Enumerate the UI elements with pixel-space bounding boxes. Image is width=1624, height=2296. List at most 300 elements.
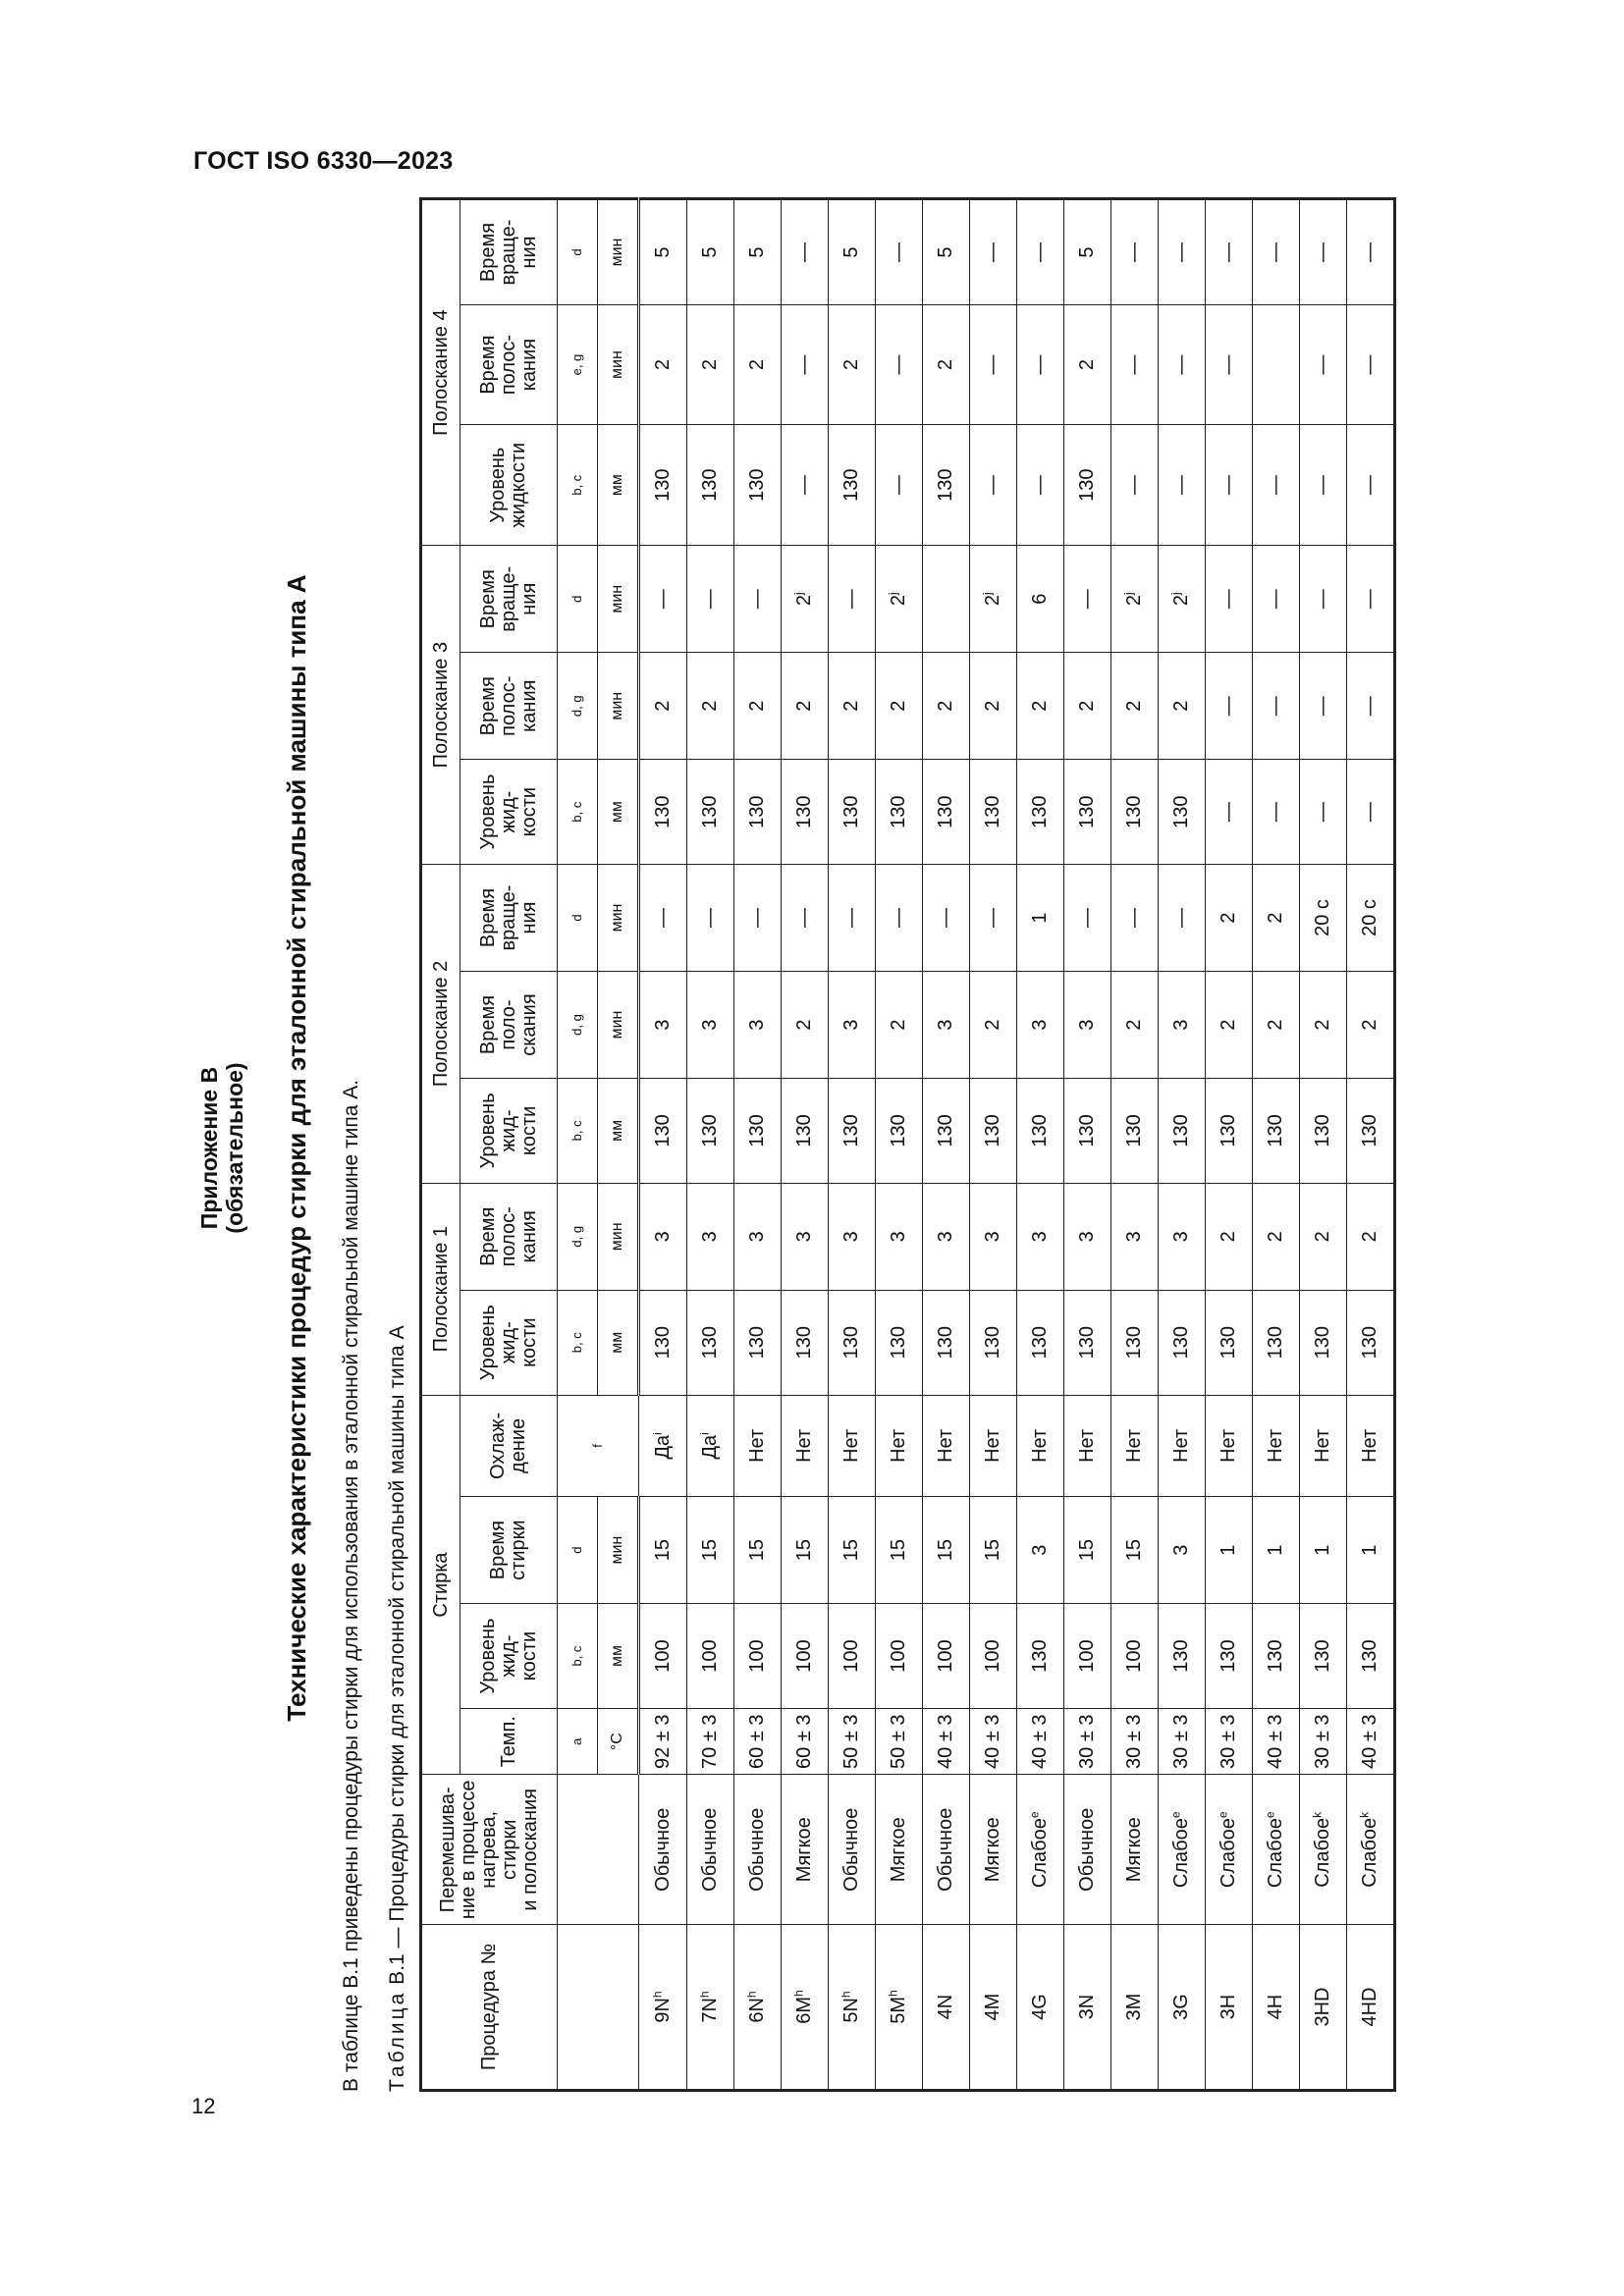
cell-wash-level-value: 100	[652, 1639, 674, 1673]
cell-r4-level-value: —	[1029, 475, 1051, 496]
cell-r3-level-value: 130	[935, 795, 956, 828]
cell-r2-level	[1111, 1079, 1159, 1184]
cell-wash-level-value: 130	[1265, 1639, 1286, 1673]
cell-agitation	[1300, 1775, 1347, 1925]
cell-procedure-footnote: h	[839, 1991, 853, 1999]
cell-agitation	[829, 1775, 876, 1925]
cell-agitation	[1253, 1775, 1300, 1925]
cell-r2-level-value: 130	[746, 1114, 768, 1148]
cell-r2-level	[1206, 1079, 1253, 1184]
cell-r2-level-value: 130	[1029, 1114, 1051, 1148]
cell-r3-level-value: 130	[793, 795, 815, 828]
header-line: Время	[476, 222, 499, 283]
cell-r4-level-value: 130	[652, 468, 674, 502]
cell-procedure	[639, 1925, 687, 2091]
cell-temp	[1064, 1708, 1111, 1775]
cell-r1-level-value: 130	[1170, 1326, 1192, 1360]
cell-r3-level-value: —	[1359, 802, 1380, 823]
cell-cooling-value: Нет	[935, 1428, 956, 1463]
note-r3-spin: d	[558, 546, 598, 653]
table-row	[970, 199, 1017, 2091]
header-line: Время	[476, 569, 499, 629]
cell-procedure-value: 9N	[651, 1998, 674, 2023]
cell-r2-spin	[782, 865, 829, 972]
cell-procedure	[1111, 1925, 1159, 2091]
header-wash-level	[460, 1604, 558, 1709]
cell-r1-level-value: 130	[1123, 1326, 1145, 1360]
cell-r3-time	[1111, 653, 1159, 760]
cell-r3-time	[1206, 653, 1253, 760]
cell-r4-level	[734, 425, 782, 546]
cell-cooling	[923, 1395, 970, 1497]
table-row	[876, 199, 923, 2091]
header-r4-spin	[460, 199, 558, 305]
cell-r4-level	[1206, 425, 1253, 546]
cell-r2-level	[829, 1079, 876, 1184]
cell-r4-level	[923, 425, 970, 546]
cell-r4-level-value: —	[1170, 475, 1192, 496]
standard-designation: ГОСТ ISO 6330—2023	[193, 147, 454, 175]
cell-agitation-value: Мягкое	[888, 1817, 909, 1883]
cell-r4-time-value: —	[1359, 354, 1380, 375]
cell-r2-time-value: 3	[935, 1019, 956, 1031]
cell-r2-spin-value: 20 с	[1359, 899, 1380, 936]
cell-agitation-value: Обычное	[1076, 1807, 1098, 1892]
cell-wash-level-value: 100	[699, 1639, 721, 1673]
cell-r2-level-value: 130	[793, 1114, 815, 1148]
table-row	[1253, 199, 1300, 2091]
cell-r3-time-value: —	[1359, 696, 1380, 717]
header-line: нагрева,	[478, 1810, 500, 1889]
cell-r4-spin	[782, 199, 829, 305]
note-cooling: f	[558, 1395, 639, 1497]
cell-r4-time-value: 2	[935, 359, 956, 371]
note-r1-time: d, g	[558, 1183, 598, 1290]
cell-r1-time-value: 2	[1359, 1231, 1380, 1243]
header-line: жид-	[497, 1321, 519, 1364]
washing-procedures-table	[419, 197, 1396, 2092]
cell-r3-time-value: 2	[652, 700, 674, 712]
cell-cooling	[1017, 1395, 1064, 1497]
cell-r2-level	[970, 1079, 1017, 1184]
cell-r3-level	[1253, 760, 1300, 865]
cell-r2-time-value: 2	[1218, 1019, 1239, 1031]
cell-r1-level	[1347, 1290, 1395, 1395]
cell-r3-spin-value: 2	[1123, 595, 1145, 607]
cell-r4-time	[687, 305, 734, 425]
cell-procedure	[782, 1925, 829, 2091]
unit-r1-level: мм	[598, 1290, 639, 1395]
cell-r1-time	[782, 1183, 829, 1290]
cell-r1-level-value: 130	[746, 1326, 768, 1360]
header-line: стирки	[508, 1520, 529, 1580]
unit-r3-time: мин	[598, 653, 639, 760]
cell-cooling	[734, 1395, 782, 1497]
header-line: Время	[476, 676, 499, 736]
cell-wash-time	[1300, 1497, 1347, 1604]
header-line: Время	[476, 994, 499, 1055]
cell-wash-time-value: 15	[793, 1539, 815, 1562]
group-rinse3: Полоскание 3	[421, 546, 460, 865]
cell-procedure-value: 3N	[1076, 1994, 1098, 2020]
cell-r2-level-value: 130	[1123, 1114, 1145, 1148]
cell-r1-time-value: 3	[888, 1231, 909, 1243]
cell-wash-level-value: 100	[1076, 1639, 1098, 1673]
cell-r1-time	[923, 1183, 970, 1290]
cell-procedure-value: 6N	[746, 1998, 768, 2023]
table-row	[923, 199, 970, 2091]
cell-temp	[1253, 1708, 1300, 1775]
cell-r4-spin	[923, 199, 970, 305]
cell-r4-time-value: —	[888, 354, 909, 375]
cell-agitation	[1206, 1775, 1253, 1925]
cell-r4-level	[970, 425, 1017, 546]
cell-r2-spin-value: —	[793, 908, 815, 929]
cell-temp-value: 70 ± 3	[699, 1714, 721, 1769]
cell-temp	[1017, 1708, 1064, 1775]
cell-temp	[782, 1708, 829, 1775]
cell-r1-level-value: 130	[699, 1326, 721, 1360]
cell-agitation-footnote: e	[1263, 1811, 1277, 1819]
cell-r1-level-value: 130	[793, 1326, 815, 1360]
cell-r4-spin-value: 5	[1076, 246, 1098, 258]
cell-procedure-value: 7N	[699, 1998, 721, 2023]
header-line: Время	[476, 1206, 499, 1266]
cell-r2-time	[782, 972, 829, 1079]
cell-cooling-value: Нет	[1170, 1428, 1192, 1463]
cell-wash-level	[734, 1604, 782, 1709]
unit-r3-spin: мин	[598, 546, 639, 653]
cell-r3-level-value: 130	[982, 795, 1003, 828]
cell-agitation	[1017, 1775, 1064, 1925]
cell-r2-level-value: 130	[699, 1114, 721, 1148]
group-wash: Стирка	[421, 1395, 460, 1775]
cell-r4-spin	[734, 199, 782, 305]
cell-procedure-value: 5M	[888, 1996, 909, 2024]
cell-r4-level	[1253, 425, 1300, 546]
cell-wash-time	[782, 1497, 829, 1604]
cell-agitation	[1064, 1775, 1111, 1925]
cell-r4-spin-value: —	[1123, 242, 1145, 263]
note-r2-spin: d	[558, 865, 598, 972]
header-line: кости	[517, 1105, 540, 1156]
cell-wash-time-value: 15	[1123, 1539, 1145, 1562]
header-spacer-procedure	[558, 1925, 639, 2091]
cell-procedure	[970, 1925, 1017, 2091]
cell-r4-level-value: —	[1218, 475, 1239, 496]
cell-r4-spin-value: —	[982, 242, 1003, 263]
cell-cooling	[1159, 1395, 1206, 1497]
header-line: жид-	[497, 1109, 519, 1152]
cell-r4-level	[1111, 425, 1159, 546]
header-line: ния	[517, 236, 540, 269]
cell-r3-level	[1300, 760, 1347, 865]
cell-agitation-value: Слабое	[1218, 1818, 1239, 1889]
cell-temp	[639, 1708, 687, 1775]
cell-r4-spin	[639, 199, 687, 305]
cell-wash-level-value: 100	[793, 1639, 815, 1673]
cell-r3-spin	[782, 546, 829, 653]
cell-r4-level	[1017, 425, 1064, 546]
cell-cooling-value: Нет	[1076, 1428, 1098, 1463]
cell-r3-time	[1017, 653, 1064, 760]
cell-r3-spin	[1206, 546, 1253, 653]
cell-r2-spin-value: —	[746, 908, 768, 929]
table-caption-text: В.1 — Процедуры стирки для эталонной стиральной машины типа А	[386, 1325, 408, 1985]
cell-r4-level-value: 130	[699, 468, 721, 502]
cell-r4-time	[876, 305, 923, 425]
header-line: жид-	[497, 790, 519, 833]
cell-r2-level-value: 130	[1265, 1114, 1286, 1148]
cell-procedure-footnote: h	[886, 1990, 900, 1997]
cell-r1-time-value: 3	[982, 1231, 1003, 1243]
cell-r3-time	[782, 653, 829, 760]
header-line: кости	[517, 1630, 540, 1682]
cell-r2-spin-value: 2	[1265, 912, 1286, 924]
cell-r1-time-value: 3	[652, 1231, 674, 1243]
cell-wash-time-value: 3	[1170, 1544, 1192, 1556]
cell-r4-spin-value: 5	[935, 246, 956, 258]
cell-r2-spin-value: —	[652, 908, 674, 929]
header-r2-time	[460, 972, 558, 1079]
header-line: жидкости	[508, 442, 529, 528]
cell-temp-value: 50 ± 3	[840, 1714, 862, 1769]
cell-r2-spin	[1253, 865, 1300, 972]
cell-cooling-value: Да	[651, 1434, 674, 1460]
note-r4-level: b, c	[558, 425, 598, 546]
cell-r2-spin	[1111, 865, 1159, 972]
cell-r1-level	[923, 1290, 970, 1395]
cell-r2-time	[876, 972, 923, 1079]
table-row	[1159, 199, 1206, 2091]
cell-cooling-value: Нет	[793, 1428, 815, 1463]
cell-r3-spin	[1064, 546, 1111, 653]
cell-r2-level	[1347, 1079, 1395, 1184]
cell-wash-time	[829, 1497, 876, 1604]
cell-r3-time-value: 2	[1170, 700, 1192, 712]
cell-r3-level-value: —	[1312, 802, 1333, 823]
cell-r2-spin-value: —	[1076, 908, 1098, 929]
cell-r4-time-value: —	[1312, 354, 1333, 375]
unit-wash-level: мм	[598, 1604, 639, 1709]
appendix-heading: Технические характеристики процедур стирки для эталонной стиральной машины типа А	[282, 574, 311, 1722]
header-r2-spin	[460, 865, 558, 972]
table-row	[1300, 199, 1347, 2091]
cell-r1-level	[970, 1290, 1017, 1395]
unit-r4-level: мм	[598, 425, 639, 546]
cell-r2-spin-value: —	[888, 908, 909, 929]
cell-r1-level	[639, 1290, 687, 1395]
cell-r3-spin-footnote: j	[886, 592, 900, 596]
cell-r2-time-value: 3	[840, 1019, 862, 1031]
cell-cooling	[829, 1395, 876, 1497]
header-line: полос-	[497, 675, 519, 736]
cell-cooling	[639, 1395, 687, 1497]
cell-r4-spin	[1253, 199, 1300, 305]
cell-r2-level	[876, 1079, 923, 1184]
cell-agitation-value: Обычное	[746, 1807, 768, 1892]
cell-r3-spin	[1347, 546, 1395, 653]
cell-temp-value: 50 ± 3	[888, 1714, 909, 1769]
cell-wash-time	[1159, 1497, 1206, 1604]
group-rinse4: Полоскание 4	[421, 199, 460, 546]
cell-procedure	[876, 1925, 923, 2091]
cell-wash-time-value: 1	[1359, 1544, 1380, 1556]
cell-r3-spin-value: —	[1359, 589, 1380, 610]
cell-r3-level-value: —	[1218, 802, 1239, 823]
cell-r2-level-value: 130	[840, 1114, 862, 1148]
cell-r1-time-value: 3	[840, 1231, 862, 1243]
cell-r3-time-value: 2	[1076, 700, 1098, 712]
cell-r2-time-value: 3	[1170, 1019, 1192, 1031]
cell-r4-time-value: —	[1123, 354, 1145, 375]
cell-wash-level-value: 100	[935, 1639, 956, 1673]
cell-r3-level	[1159, 760, 1206, 865]
cell-r2-time	[1253, 972, 1300, 1079]
cell-cooling-value: Нет	[1359, 1428, 1380, 1463]
cell-r2-spin-value: —	[1170, 908, 1192, 929]
cell-agitation	[734, 1775, 782, 1925]
header-line: Перемешива-	[437, 1787, 459, 1913]
header-line: полос-	[497, 334, 519, 396]
appendix-title: Приложение В	[196, 1066, 222, 1230]
cell-wash-time	[1017, 1497, 1064, 1604]
cell-agitation	[1159, 1775, 1206, 1925]
cell-r2-spin	[1017, 865, 1064, 972]
cell-procedure	[1159, 1925, 1206, 2091]
cell-wash-level-value: 130	[1312, 1639, 1333, 1673]
cell-r3-time-value: 2	[1123, 700, 1145, 712]
cell-temp	[970, 1708, 1017, 1775]
header-r1-time	[460, 1183, 558, 1290]
cell-r4-spin	[1064, 199, 1111, 305]
cell-wash-level	[876, 1604, 923, 1709]
cell-r2-level	[782, 1079, 829, 1184]
cell-r3-time-value: —	[1218, 696, 1239, 717]
intro-paragraph: В таблице В.1 приведены процедуры стирки для использования в эталонной стиральной машине типа А.	[340, 1079, 362, 2092]
cell-r3-level-value: 130	[1029, 795, 1051, 828]
cell-r4-time-value: —	[1029, 354, 1051, 375]
header-line: жид-	[497, 1634, 519, 1678]
unit-r2-time: мин	[598, 972, 639, 1079]
note-temp: a	[558, 1708, 598, 1775]
cell-r1-time	[1111, 1183, 1159, 1290]
cell-r4-spin-value: 5	[840, 246, 862, 258]
cell-procedure-value: 4HD	[1359, 1987, 1380, 2027]
cell-r3-level-value: 130	[652, 795, 674, 828]
cell-cooling	[782, 1395, 829, 1497]
cell-r4-spin	[1159, 199, 1206, 305]
cell-r3-spin	[687, 546, 734, 653]
cell-wash-time	[1206, 1497, 1253, 1604]
cell-procedure-value: 3HD	[1312, 1987, 1333, 2027]
cell-r4-spin-value: —	[888, 242, 909, 263]
cell-r1-level	[1159, 1290, 1206, 1395]
cell-procedure-footnote: h	[791, 1990, 806, 1997]
cell-r1-level	[876, 1290, 923, 1395]
cell-r3-time	[734, 653, 782, 760]
header-line: стирки	[499, 1819, 520, 1880]
cell-wash-level	[1159, 1604, 1206, 1709]
cell-r2-time-value: 3	[1076, 1019, 1098, 1031]
cell-r3-level-value: —	[1265, 802, 1286, 823]
group-rinse1: Полоскание 1	[421, 1183, 460, 1395]
header-r3-time	[460, 653, 558, 760]
cell-wash-level-value: 100	[1123, 1639, 1145, 1673]
cell-agitation-value: Обычное	[651, 1807, 674, 1892]
cell-procedure	[1300, 1925, 1347, 2091]
cell-r2-time	[734, 972, 782, 1079]
cell-procedure-value: 5N	[840, 1998, 862, 2023]
cell-agitation-footnote: e	[1168, 1811, 1183, 1819]
cell-agitation	[1347, 1775, 1395, 1925]
cell-r2-time	[1111, 972, 1159, 1079]
cell-r1-level	[1300, 1290, 1347, 1395]
cell-r3-time-value: 2	[699, 700, 721, 712]
cell-cooling-value: Нет	[982, 1428, 1003, 1463]
cell-r2-spin-value: —	[699, 908, 721, 929]
header-line: скания	[517, 993, 540, 1056]
header-r3-spin	[460, 546, 558, 653]
cell-r2-time-value: 3	[1029, 1019, 1051, 1031]
cell-wash-level	[1253, 1604, 1300, 1709]
cell-wash-level	[687, 1604, 734, 1709]
cell-temp-value: 30 ± 3	[1123, 1714, 1145, 1769]
cell-procedure-value: 6M	[793, 1996, 815, 2024]
cell-r3-time	[1347, 653, 1395, 760]
cell-agitation	[639, 1775, 687, 1925]
cell-wash-time	[1253, 1497, 1300, 1604]
cell-agitation-footnote: k	[1310, 1811, 1325, 1818]
cell-temp	[1347, 1708, 1395, 1775]
cell-r2-spin-value: 20 с	[1312, 899, 1333, 936]
cell-r1-time	[1253, 1183, 1300, 1290]
cell-r2-time	[923, 972, 970, 1079]
cell-r1-time-value: 3	[935, 1231, 956, 1243]
cell-r1-time	[639, 1183, 687, 1290]
cell-r4-time-value: —	[1218, 354, 1239, 375]
table-row	[829, 199, 876, 2091]
cell-procedure	[829, 1925, 876, 2091]
cell-r1-time	[1300, 1183, 1347, 1290]
cell-r1-level-value: 130	[982, 1326, 1003, 1360]
cell-r3-spin-value: —	[746, 589, 768, 610]
cell-r4-level	[1064, 425, 1111, 546]
table-row	[734, 199, 782, 2091]
cell-r1-level-value: 130	[1076, 1326, 1098, 1360]
cell-agitation-value: Мягкое	[793, 1817, 815, 1883]
cell-r3-spin	[1253, 546, 1300, 653]
cell-procedure	[1253, 1925, 1300, 2091]
cell-agitation-value: Мягкое	[1123, 1817, 1145, 1883]
cell-r3-level	[1017, 760, 1064, 865]
cell-temp-value: 40 ± 3	[1359, 1714, 1380, 1769]
cell-wash-level-value: 130	[1359, 1639, 1380, 1673]
cell-r4-spin	[1347, 199, 1395, 305]
cell-procedure-value: 3G	[1170, 1994, 1192, 2020]
header-line: ния	[517, 582, 540, 615]
cell-cooling	[1064, 1395, 1111, 1497]
cell-r4-time-value: 2	[746, 359, 768, 371]
cell-r3-level	[734, 760, 782, 865]
cell-r1-level	[734, 1290, 782, 1395]
cell-r1-level	[829, 1290, 876, 1395]
cell-procedure-footnote: h	[649, 1991, 664, 1999]
cell-wash-level	[829, 1604, 876, 1709]
cell-r1-time-value: 3	[1029, 1231, 1051, 1243]
table-row	[1064, 199, 1111, 2091]
header-line: ние в процессе	[458, 1780, 479, 1920]
